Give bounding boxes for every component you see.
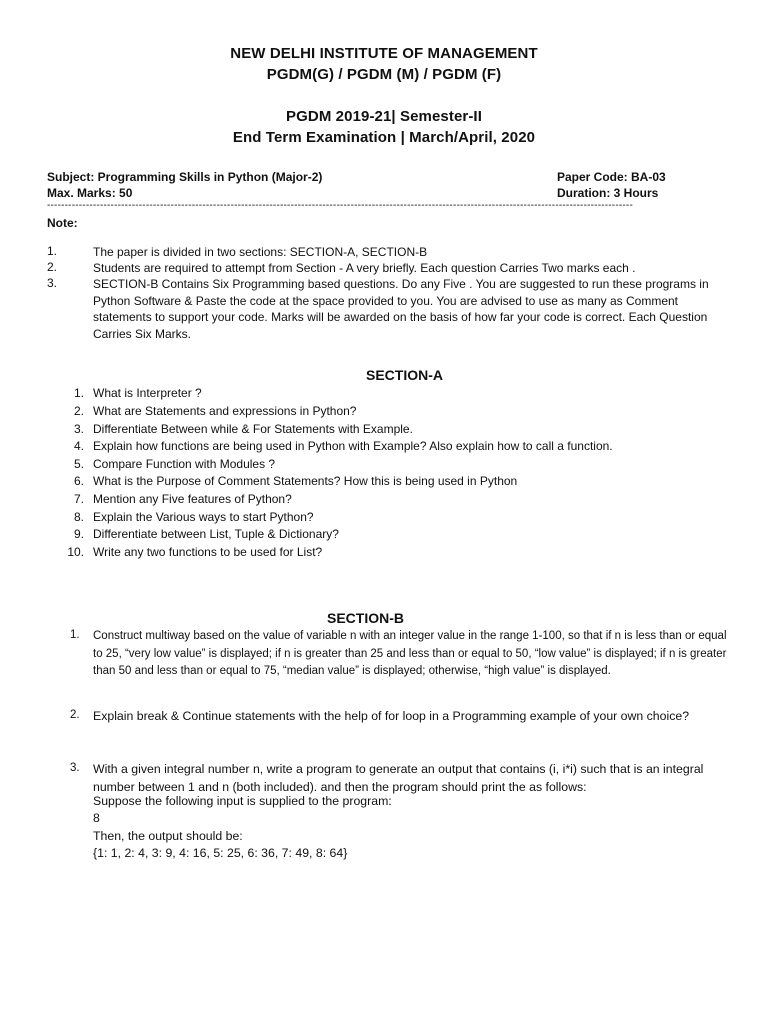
question-text: Explain how functions are being used in Python with Example? Also explain how to call a function. xyxy=(93,439,613,453)
output-line: Then, the output should be: xyxy=(93,829,243,843)
batch-line: PGDM 2019-21| Semester-II xyxy=(286,108,482,125)
question-text: Compare Function with Modules ? xyxy=(93,457,276,471)
output-value: {1: 1, 2: 4, 3: 9, 4: 16, 5: 25, 6: 36, 7: 49, 8: 64} xyxy=(93,846,348,860)
note-number: 1. xyxy=(47,244,58,258)
question-number: 2. xyxy=(70,709,80,721)
question-text: What is the Purpose of Comment Statements? How this is being used in Python xyxy=(93,474,518,488)
question-text: Construct multiway based on the value of variable n with an integer value in the range 1-100, so that if n is less than or equal to 25, “very low value” is displayed; if n is greater than 25 and less than or equal to 50, “low value” is displayed; if n is greater than 50 and less than or equal to 75, “median value” is displayed; otherwise, “high value” is displayed. xyxy=(93,630,727,677)
question-text: Differentiate between List, Tuple & Dictionary? xyxy=(93,527,339,541)
note-title: Note: xyxy=(47,216,78,230)
question-text: What are Statements and expressions in Python? xyxy=(93,404,357,418)
question-number: 6. xyxy=(73,474,84,488)
institute-name: NEW DELHI INSTITUTE OF MANAGEMENT xyxy=(230,45,538,62)
section-b-title: SECTION-B xyxy=(327,610,404,626)
question-number: 1. xyxy=(73,386,84,400)
input-line: Suppose the following input is supplied to the program: xyxy=(93,794,392,808)
note-number: 2. xyxy=(47,260,58,274)
question-text: Differentiate Between while & For Statements with Example. xyxy=(93,422,413,436)
question-text: Write any two functions to be used for List? xyxy=(93,545,323,559)
question-number: 9. xyxy=(73,527,84,541)
question-text: What is Interpreter ? xyxy=(93,386,202,400)
question-text: Explain break & Continue statements with the help of for loop in a Programming example of your own choice? xyxy=(93,709,690,723)
note-text: Students are required to attempt from Section - A very briefly. Each question Carries Two marks each . xyxy=(93,261,636,275)
subject-line: Subject: Programming Skills in Python (Major-2) xyxy=(47,170,323,184)
divider-line: ---------------------------------------------------------------------------------------------------------------------------------------------------------------------- xyxy=(47,200,633,211)
question-number: 8. xyxy=(73,510,84,524)
duration: Duration: 3 Hours xyxy=(557,186,659,200)
question-number: 7. xyxy=(73,492,84,506)
programs-line: PGDM(G) / PGDM (M) / PGDM (F) xyxy=(266,66,502,83)
question-text: Mention any Five features of Python? xyxy=(93,492,292,506)
question-number: 2. xyxy=(73,404,84,418)
exam-line: End Term Examination | March/April, 2020 xyxy=(232,129,536,146)
question-number: 10. xyxy=(67,545,84,559)
note-number: 3. xyxy=(47,276,58,290)
question-number: 4. xyxy=(73,439,84,453)
paper-code: Paper Code: BA-03 xyxy=(557,170,666,184)
input-value: 8 xyxy=(93,811,100,825)
question-text: Explain the Various ways to start Python? xyxy=(93,510,314,524)
note-text: SECTION-B Contains Six Programming based questions. Do any Five . You are suggested to run these programs in Python Software & Paste the code at the space provided to you. You are advised to use as many as Comment statements to support your code. Marks will be awarded on the basis of how far your code is correct. Each Question Carries Six Marks. xyxy=(93,277,709,341)
max-marks: Max. Marks: 50 xyxy=(47,186,133,200)
question-text: With a given integral number n, write a program to generate an output that contains (i, i*i) such that is an integral number between 1 and n (both included). and then the program should print the as follows: xyxy=(93,762,704,794)
question-number: 3. xyxy=(70,762,80,774)
section-a-title: SECTION-A xyxy=(366,367,443,383)
note-text: The paper is divided in two sections: SECTION-A, SECTION-B xyxy=(93,245,428,259)
question-number: 5. xyxy=(73,457,84,471)
question-number: 3. xyxy=(73,422,84,436)
question-number: 1. xyxy=(70,629,80,641)
